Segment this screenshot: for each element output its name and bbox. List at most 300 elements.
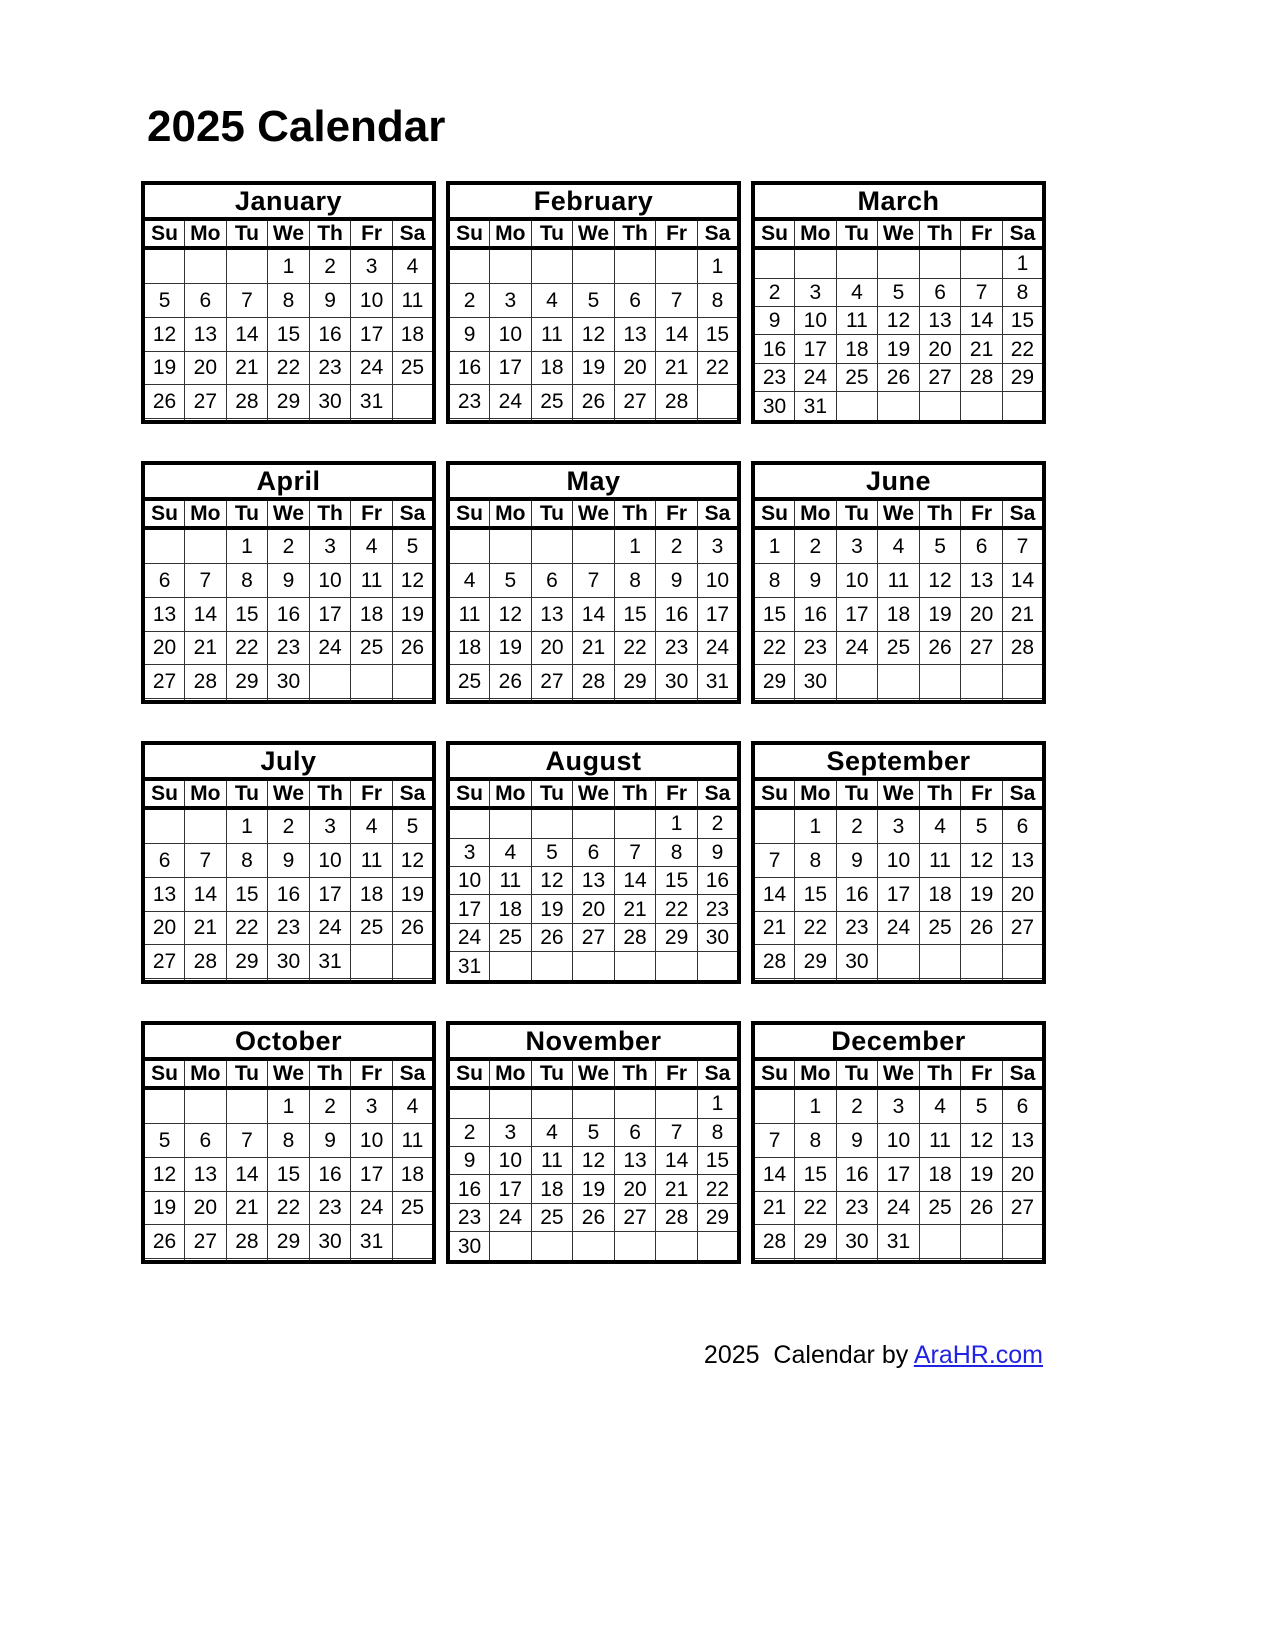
- week-row: [448, 923, 739, 951]
- weekday-header: Fr: [656, 219, 698, 248]
- date-cell: 4: [448, 564, 490, 598]
- date-cell: [185, 1258, 227, 1262]
- weekday-header: Th: [309, 779, 351, 808]
- weekday-header: Su: [753, 499, 795, 528]
- weekday-header-row: [448, 219, 739, 248]
- weekday-header: Su: [448, 219, 490, 248]
- date-cell: 11: [919, 844, 961, 878]
- date-cell: 14: [185, 597, 227, 631]
- weekday-header: Tu: [226, 1059, 268, 1088]
- date-cell: [309, 1258, 351, 1262]
- date-cell: 21: [185, 911, 227, 945]
- date-cell: 12: [531, 867, 573, 895]
- date-cell: 1: [614, 528, 656, 564]
- date-cell: 18: [531, 351, 573, 385]
- date-cell: 9: [268, 564, 310, 598]
- weekday-header: Mo: [185, 779, 227, 808]
- month-table-january: [141, 181, 436, 424]
- date-cell: 19: [143, 351, 185, 385]
- date-cell: 4: [490, 838, 532, 866]
- date-cell: 20: [531, 631, 573, 665]
- date-cell: 14: [961, 307, 1003, 335]
- date-cell: [1002, 945, 1044, 979]
- weekday-header: Mo: [185, 219, 227, 248]
- date-cell: [531, 528, 573, 564]
- weekday-header-row: [753, 219, 1044, 248]
- weekday-header: Sa: [1002, 499, 1044, 528]
- date-cell: 24: [697, 631, 739, 665]
- date-cell: 23: [836, 911, 878, 945]
- week-row: [753, 528, 1044, 564]
- date-cell: 6: [531, 564, 573, 598]
- date-cell: 22: [1002, 335, 1044, 363]
- date-cell: [919, 1258, 961, 1262]
- date-cell: 26: [919, 631, 961, 665]
- date-cell: [836, 1258, 878, 1262]
- date-cell: [1002, 1258, 1044, 1262]
- date-cell: [836, 665, 878, 699]
- date-cell: 12: [961, 844, 1003, 878]
- week-row: [753, 1225, 1044, 1259]
- weekday-header: Mo: [795, 1059, 837, 1088]
- weekday-header-row: [753, 499, 1044, 528]
- date-cell: 6: [1002, 1088, 1044, 1124]
- weekday-header: Mo: [490, 219, 532, 248]
- date-cell: 5: [961, 808, 1003, 844]
- weekday-header: Tu: [836, 219, 878, 248]
- weekday-header: Sa: [697, 499, 739, 528]
- date-cell: [878, 1258, 920, 1262]
- date-cell: 26: [878, 363, 920, 391]
- date-cell: [753, 698, 795, 702]
- week-row: [143, 665, 434, 699]
- date-cell: 29: [268, 1225, 310, 1259]
- date-cell: [573, 1088, 615, 1118]
- date-cell: 8: [697, 284, 739, 318]
- date-cell: [185, 418, 227, 422]
- date-cell: 6: [614, 1118, 656, 1146]
- date-cell: 5: [143, 1124, 185, 1158]
- date-cell: 18: [919, 1157, 961, 1191]
- week-row: [753, 307, 1044, 335]
- date-cell: 25: [919, 1191, 961, 1225]
- weekday-header: Th: [919, 1059, 961, 1088]
- date-cell: [836, 392, 878, 422]
- weekday-header-row: [143, 219, 434, 248]
- date-cell: [226, 1258, 268, 1262]
- date-cell: 7: [614, 838, 656, 866]
- date-cell: [1002, 978, 1044, 982]
- date-cell: 23: [268, 631, 310, 665]
- weekday-header: Sa: [392, 499, 434, 528]
- date-cell: 8: [226, 564, 268, 598]
- weekday-header: We: [268, 499, 310, 528]
- date-cell: 15: [1002, 307, 1044, 335]
- date-cell: 10: [490, 1147, 532, 1175]
- date-cell: 18: [351, 877, 393, 911]
- date-cell: 21: [185, 631, 227, 665]
- date-cell: 11: [392, 1124, 434, 1158]
- date-cell: 28: [226, 1225, 268, 1259]
- date-cell: 15: [226, 597, 268, 631]
- date-cell: [309, 418, 351, 422]
- date-cell: 9: [697, 838, 739, 866]
- date-cell: 21: [614, 895, 656, 923]
- date-cell: 21: [226, 1191, 268, 1225]
- date-cell: [656, 248, 698, 284]
- date-cell: 2: [309, 1088, 351, 1124]
- date-cell: 27: [614, 1203, 656, 1231]
- week-row: [143, 528, 434, 564]
- date-cell: 13: [1002, 1124, 1044, 1158]
- weekday-header: We: [573, 779, 615, 808]
- week-row: [448, 317, 739, 351]
- date-cell: [573, 808, 615, 838]
- weekday-header: Fr: [656, 499, 698, 528]
- date-cell: [490, 808, 532, 838]
- week-row: [143, 385, 434, 419]
- date-cell: 24: [490, 385, 532, 419]
- date-cell: [448, 698, 490, 702]
- date-cell: 3: [490, 1118, 532, 1146]
- date-cell: 19: [490, 631, 532, 665]
- date-cell: 17: [448, 895, 490, 923]
- weekday-header: Tu: [226, 779, 268, 808]
- date-cell: [878, 248, 920, 278]
- date-cell: [143, 248, 185, 284]
- weekday-header: Th: [309, 499, 351, 528]
- date-cell: 23: [795, 631, 837, 665]
- date-cell: [351, 698, 393, 702]
- date-cell: 23: [448, 385, 490, 419]
- date-cell: 29: [1002, 363, 1044, 391]
- date-cell: 2: [836, 1088, 878, 1124]
- date-cell: [961, 1258, 1003, 1262]
- week-row: [448, 952, 739, 982]
- date-cell: 27: [961, 631, 1003, 665]
- date-cell: 22: [795, 1191, 837, 1225]
- month-name: July: [143, 743, 434, 779]
- date-cell: 22: [753, 631, 795, 665]
- date-cell: [919, 945, 961, 979]
- date-cell: [185, 528, 227, 564]
- weekday-header: Tu: [226, 499, 268, 528]
- date-cell: [351, 1258, 393, 1262]
- date-cell: 10: [836, 564, 878, 598]
- date-cell: [268, 418, 310, 422]
- date-cell: 30: [309, 1225, 351, 1259]
- date-cell: 6: [1002, 808, 1044, 844]
- date-cell: [656, 1088, 698, 1118]
- months-grid: [141, 181, 1046, 1264]
- date-cell: 16: [309, 1157, 351, 1191]
- date-cell: [490, 528, 532, 564]
- week-row: [448, 1147, 739, 1175]
- date-cell: 10: [878, 1124, 920, 1158]
- date-cell: 13: [919, 307, 961, 335]
- weekday-header: Fr: [961, 1059, 1003, 1088]
- week-row: [753, 248, 1044, 278]
- date-cell: 7: [226, 284, 268, 318]
- date-cell: 12: [573, 1147, 615, 1175]
- date-cell: [961, 392, 1003, 422]
- date-cell: 30: [697, 923, 739, 951]
- date-cell: [490, 418, 532, 422]
- date-cell: [614, 952, 656, 982]
- date-cell: 29: [795, 945, 837, 979]
- week-row: [448, 528, 739, 564]
- date-cell: 31: [878, 1225, 920, 1259]
- week-row: [448, 867, 739, 895]
- date-cell: 14: [1002, 564, 1044, 598]
- date-cell: [490, 1088, 532, 1118]
- week-row: [753, 564, 1044, 598]
- date-cell: 31: [351, 385, 393, 419]
- week-row: [448, 418, 739, 422]
- date-cell: 24: [795, 363, 837, 391]
- date-cell: 13: [573, 867, 615, 895]
- date-cell: 6: [185, 284, 227, 318]
- date-cell: 5: [531, 838, 573, 866]
- date-cell: 7: [185, 564, 227, 598]
- date-cell: [309, 978, 351, 982]
- date-cell: [490, 698, 532, 702]
- date-cell: 21: [1002, 597, 1044, 631]
- date-cell: 28: [753, 945, 795, 979]
- date-cell: [392, 385, 434, 419]
- weekday-header: Fr: [656, 1059, 698, 1088]
- month-name: March: [753, 183, 1044, 219]
- date-cell: 14: [656, 317, 698, 351]
- date-cell: [573, 418, 615, 422]
- week-row: [448, 597, 739, 631]
- weekday-header: Mo: [185, 1059, 227, 1088]
- date-cell: [309, 698, 351, 702]
- date-cell: 3: [697, 528, 739, 564]
- date-cell: 24: [448, 923, 490, 951]
- date-cell: 8: [226, 844, 268, 878]
- date-cell: 27: [1002, 1191, 1044, 1225]
- date-cell: 7: [753, 844, 795, 878]
- date-cell: 26: [143, 1225, 185, 1259]
- date-cell: 16: [268, 877, 310, 911]
- date-cell: 20: [614, 1175, 656, 1203]
- week-row: [753, 698, 1044, 702]
- date-cell: 5: [392, 528, 434, 564]
- date-cell: 17: [878, 877, 920, 911]
- date-cell: 12: [143, 1157, 185, 1191]
- date-cell: [226, 1088, 268, 1124]
- date-cell: 10: [795, 307, 837, 335]
- weekday-header: Mo: [185, 499, 227, 528]
- date-cell: 18: [878, 597, 920, 631]
- date-cell: 16: [697, 867, 739, 895]
- date-cell: 31: [309, 945, 351, 979]
- date-cell: 10: [309, 844, 351, 878]
- date-cell: 26: [392, 631, 434, 665]
- date-cell: [226, 698, 268, 702]
- date-cell: 8: [614, 564, 656, 598]
- date-cell: 17: [697, 597, 739, 631]
- date-cell: 30: [448, 1232, 490, 1262]
- weekday-header: Sa: [697, 779, 739, 808]
- date-cell: [490, 1232, 532, 1262]
- weekday-header: Fr: [961, 219, 1003, 248]
- week-row: [448, 838, 739, 866]
- date-cell: 6: [573, 838, 615, 866]
- month-table-february: [446, 181, 741, 424]
- week-row: [143, 351, 434, 385]
- date-cell: [490, 248, 532, 284]
- weekday-header: Tu: [531, 219, 573, 248]
- date-cell: [573, 698, 615, 702]
- weekday-header: Th: [919, 779, 961, 808]
- date-cell: 15: [697, 317, 739, 351]
- date-cell: 4: [531, 284, 573, 318]
- date-cell: 18: [531, 1175, 573, 1203]
- weekday-header-row: [143, 499, 434, 528]
- month-table-september: [751, 741, 1046, 984]
- date-cell: 29: [753, 665, 795, 699]
- weekday-header: Th: [614, 779, 656, 808]
- week-row: [448, 284, 739, 318]
- date-cell: 15: [795, 877, 837, 911]
- date-cell: 14: [614, 867, 656, 895]
- date-cell: [143, 1258, 185, 1262]
- week-row: [448, 385, 739, 419]
- date-cell: 1: [226, 808, 268, 844]
- date-cell: 3: [351, 1088, 393, 1124]
- date-cell: 3: [309, 808, 351, 844]
- date-cell: 5: [961, 1088, 1003, 1124]
- week-row: [448, 698, 739, 702]
- date-cell: 3: [795, 278, 837, 306]
- date-cell: 20: [185, 1191, 227, 1225]
- date-cell: 1: [226, 528, 268, 564]
- date-cell: [753, 248, 795, 278]
- date-cell: [961, 978, 1003, 982]
- date-cell: [753, 1258, 795, 1262]
- date-cell: 14: [753, 877, 795, 911]
- week-row: [143, 698, 434, 702]
- date-cell: 10: [351, 284, 393, 318]
- date-cell: 8: [795, 844, 837, 878]
- date-cell: 27: [531, 665, 573, 699]
- month-table-may: [446, 461, 741, 704]
- week-row: [448, 1088, 739, 1118]
- date-cell: 30: [656, 665, 698, 699]
- date-cell: [392, 418, 434, 422]
- date-cell: 1: [268, 248, 310, 284]
- date-cell: [392, 698, 434, 702]
- date-cell: [392, 1258, 434, 1262]
- weekday-header: We: [573, 499, 615, 528]
- date-cell: [753, 1088, 795, 1124]
- date-cell: [961, 248, 1003, 278]
- date-cell: [448, 1088, 490, 1118]
- date-cell: [531, 952, 573, 982]
- weekday-header: Su: [143, 219, 185, 248]
- date-cell: 12: [392, 564, 434, 598]
- date-cell: 24: [351, 1191, 393, 1225]
- date-cell: 5: [919, 528, 961, 564]
- date-cell: 11: [836, 307, 878, 335]
- date-cell: 26: [573, 1203, 615, 1231]
- date-cell: [531, 248, 573, 284]
- date-cell: 1: [753, 528, 795, 564]
- week-row: [143, 844, 434, 878]
- date-cell: [614, 418, 656, 422]
- weekday-header: Fr: [961, 779, 1003, 808]
- date-cell: 6: [614, 284, 656, 318]
- week-row: [448, 1118, 739, 1146]
- date-cell: 20: [143, 631, 185, 665]
- week-row: [143, 597, 434, 631]
- date-cell: 25: [490, 923, 532, 951]
- weekday-header: Tu: [531, 779, 573, 808]
- date-cell: 9: [309, 284, 351, 318]
- date-cell: 22: [226, 911, 268, 945]
- date-cell: [614, 248, 656, 284]
- date-cell: 2: [697, 808, 739, 838]
- date-cell: 16: [753, 335, 795, 363]
- footer-link-arahr[interactable]: AraHR.com: [913, 1341, 1043, 1369]
- date-cell: 18: [448, 631, 490, 665]
- date-cell: [573, 1232, 615, 1262]
- date-cell: 2: [268, 528, 310, 564]
- week-row: [143, 945, 434, 979]
- weekday-header: Mo: [490, 779, 532, 808]
- week-row: [448, 631, 739, 665]
- date-cell: [143, 698, 185, 702]
- date-cell: 17: [351, 317, 393, 351]
- date-cell: 26: [531, 923, 573, 951]
- date-cell: 22: [268, 1191, 310, 1225]
- date-cell: [753, 978, 795, 982]
- month-name: January: [143, 183, 434, 219]
- footer-credit-text: 2025 Calendar by: [703, 1341, 914, 1369]
- date-cell: 28: [226, 385, 268, 419]
- date-cell: 23: [836, 1191, 878, 1225]
- weekday-header: Fr: [351, 1059, 393, 1088]
- date-cell: 7: [656, 1118, 698, 1146]
- date-cell: 19: [392, 877, 434, 911]
- date-cell: 22: [226, 631, 268, 665]
- date-cell: 4: [919, 808, 961, 844]
- date-cell: 15: [268, 1157, 310, 1191]
- week-row: [753, 1191, 1044, 1225]
- date-cell: 28: [185, 945, 227, 979]
- date-cell: 19: [919, 597, 961, 631]
- weekday-header: Mo: [795, 219, 837, 248]
- month-name: June: [753, 463, 1044, 499]
- date-cell: [573, 528, 615, 564]
- date-cell: 28: [573, 665, 615, 699]
- date-cell: 10: [309, 564, 351, 598]
- date-cell: [656, 418, 698, 422]
- date-cell: 11: [392, 284, 434, 318]
- week-row: [753, 631, 1044, 665]
- month-table-june: [751, 461, 1046, 704]
- date-cell: [531, 698, 573, 702]
- date-cell: 20: [1002, 1157, 1044, 1191]
- weekday-header: Fr: [351, 219, 393, 248]
- date-cell: 13: [614, 1147, 656, 1175]
- date-cell: 29: [795, 1225, 837, 1259]
- week-row: [143, 1157, 434, 1191]
- date-cell: 23: [656, 631, 698, 665]
- date-cell: [1002, 665, 1044, 699]
